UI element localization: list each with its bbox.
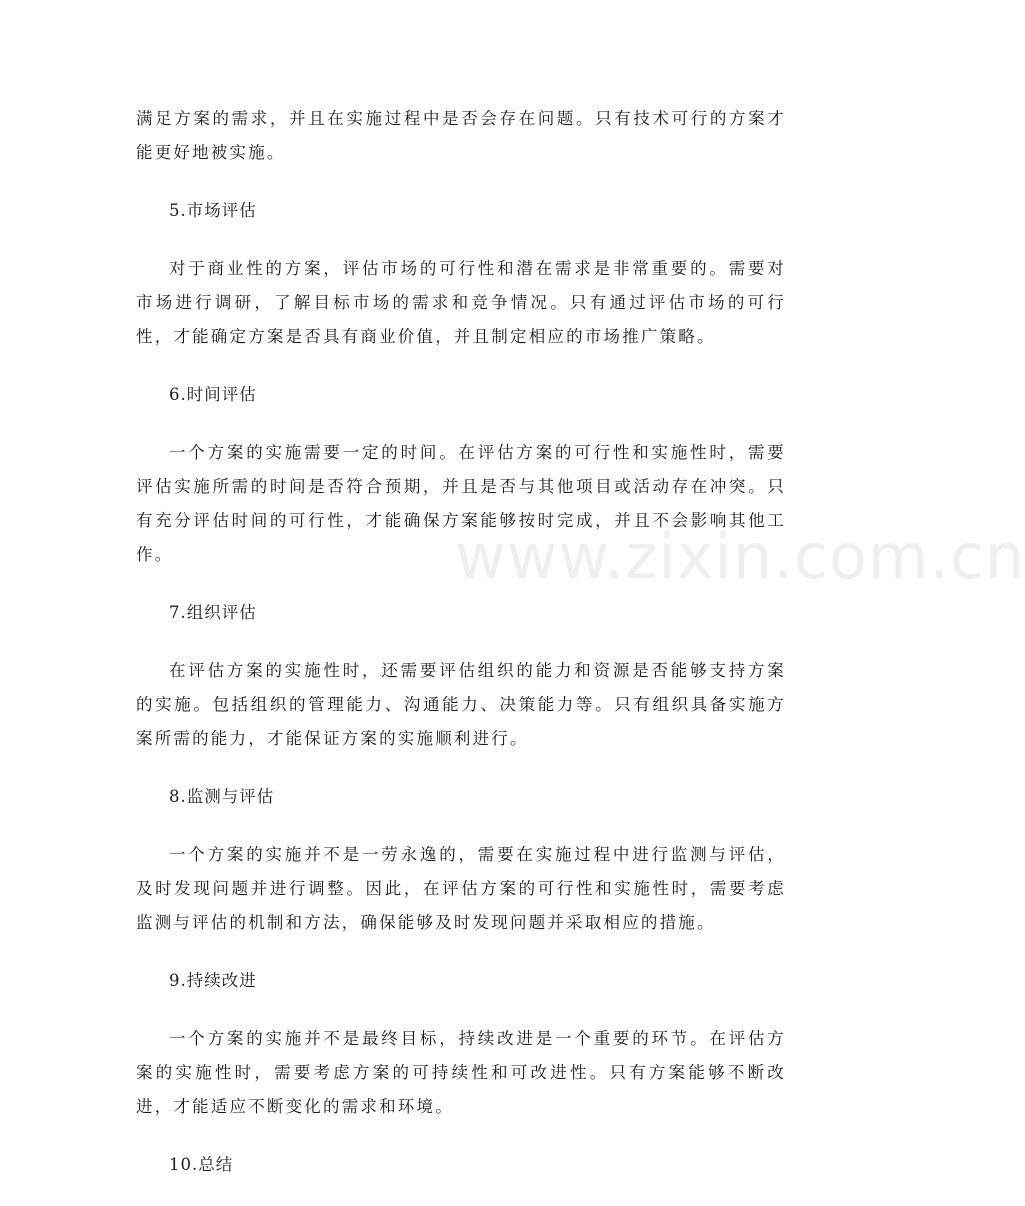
section-heading-market: 5.市场评估 <box>169 201 257 220</box>
paragraph-monitoring: 一个方案的实施并不是一劳永逸的，需要在实施过程中进行监测与评估，及时发现问题并进行调整。因此，在评估方案的可行性和实施性时，需要考虑监测与评估的机制和方法，确保能够及时发现问题并采取相应的措施。 <box>136 845 786 932</box>
section-heading-time: 6.时间评估 <box>169 385 257 404</box>
section-heading-monitoring: 8.监测与评估 <box>169 787 275 806</box>
paragraph-organization: 在评估方案的实施性时，还需要评估组织的能力和资源是否能够支持方案的实施。包括组织的管理能力、沟通能力、决策能力等。只有组织具备实施方案所需的能力，才能保证方案的实施顺利进行。 <box>136 661 786 748</box>
document-body <box>136 102 786 1206</box>
section-heading-summary: 10.总结 <box>169 1155 234 1174</box>
paragraph-improvement: 一个方案的实施并不是最终目标，持续改进是一个重要的环节。在评估方案的实施性时，需要考虑方案的可持续性和可改进性。只有方案能够不断改进，才能适应不断变化的需求和环境。 <box>136 1029 786 1116</box>
paragraph-time: 一个方案的实施需要一定的时间。在评估方案的可行性和实施性时，需要评估实施所需的时间是否符合预期，并且是否与其他项目或活动存在冲突。只有充分评估时间的可行性，才能确保方案能够按时完成，并且不会影响其他工作。 <box>136 443 786 564</box>
watermark: www.zixin.com.cn <box>455 520 1025 593</box>
section-heading-improvement: 9.持续改进 <box>169 971 257 990</box>
paragraph-market: 对于商业性的方案，评估市场的可行性和潜在需求是非常重要的。需要对市场进行调研，了解目标市场的需求和竞争情况。只有通过评估市场的可行性，才能确定方案是否具有商业价值，并且制定相应的市场推广策略。 <box>136 259 786 346</box>
section-heading-organization: 7.组织评估 <box>169 603 257 622</box>
paragraph-technical-continued: 满足方案的需求，并且在实施过程中是否会存在问题。只有技术可行的方案才能更好地被实施。 <box>136 109 786 162</box>
